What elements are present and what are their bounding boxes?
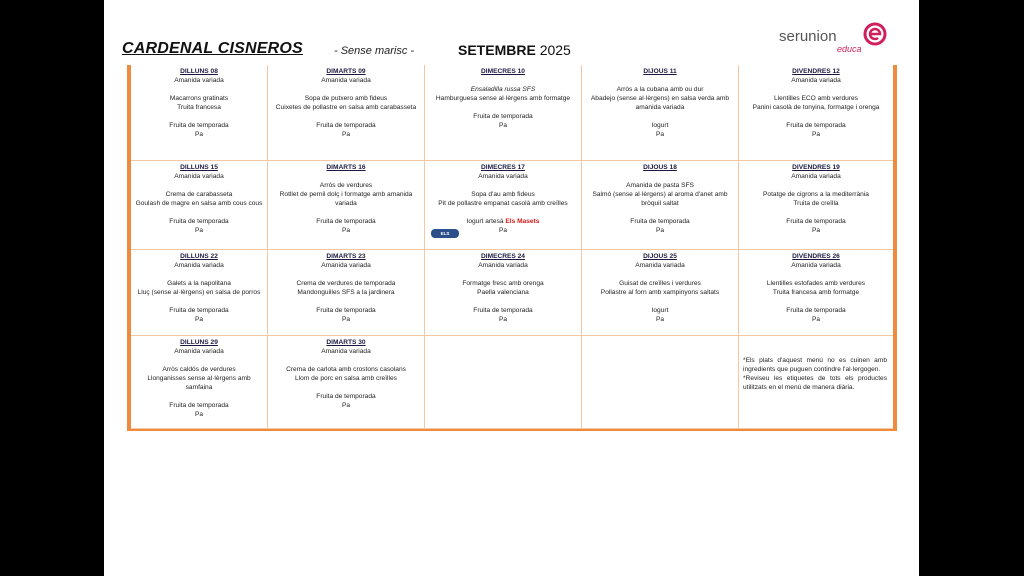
- dish: Truita de creïlla: [793, 200, 839, 207]
- dish: Amanida variada: [321, 77, 371, 84]
- dish: Sopa de putxero amb fideus: [304, 95, 388, 102]
- day-heading: DILLUNS 29: [180, 339, 218, 346]
- day-heading: DIMARTS 23: [326, 253, 366, 260]
- dish: Macarrons gratinats: [169, 95, 229, 102]
- month-name: SETEMBRE: [458, 42, 536, 58]
- note-paragraph: *Els plats d'aquest menú no es cuinen amb ingredients que puguen contindre l'al·lergogen.: [743, 357, 887, 373]
- dish: Amanida variada: [478, 173, 528, 180]
- bread: Pa: [194, 411, 204, 418]
- dish: Guisat de creïlles i verdures: [619, 280, 701, 287]
- dish: Llonganisses sense al·lèrgens amb samfaina: [147, 375, 251, 391]
- els-masets-logo: ELS MASETS: [431, 229, 459, 238]
- dessert: Fruita de temporada: [169, 402, 229, 409]
- dessert: Fruita de temporada: [786, 307, 846, 314]
- day-cell: [131, 250, 268, 336]
- serunion-logo: [779, 22, 889, 58]
- school-name: CARDENAL CISNEROS: [122, 40, 303, 57]
- day-cell: [425, 161, 582, 250]
- dish: Salmó (sense al·lèrgens) al aroma d'anet amb bròquil saltat: [592, 191, 728, 207]
- bread: Pa: [194, 316, 204, 323]
- menu-page: [104, 0, 919, 576]
- dish: Amanida de pasta SFS: [626, 182, 694, 189]
- dish: Crema de carabasseta: [165, 191, 233, 198]
- dessert: Fruita de temporada: [473, 307, 533, 314]
- bread: Pa: [341, 316, 351, 323]
- brand-name: Els Masets: [505, 218, 540, 225]
- dish: Llom de porc en salsa amb creïlles: [295, 375, 397, 382]
- dish: Crema de verdures de temporada: [296, 280, 396, 287]
- day-heading: DIVENDRES 26: [792, 253, 840, 260]
- month-title: [458, 42, 571, 58]
- bread: Pa: [194, 227, 204, 234]
- dish: Amanida variada: [791, 173, 841, 180]
- dish: Pollastre al forn amb xampinyons saltats: [600, 289, 720, 296]
- dish: Pit de pollastre empanat casolà amb creïlles: [438, 200, 568, 207]
- dish: Goulash de magre en salsa amb cous cous: [135, 200, 263, 207]
- dish: Amanida variada: [174, 262, 224, 269]
- menu-grid: [127, 65, 897, 431]
- dish: Paella valenciana: [477, 289, 529, 296]
- day-cell: [131, 336, 268, 429]
- dish: Galets a la napolitana: [167, 280, 231, 287]
- dish: Arròs a la cubana amb ou dur: [616, 86, 704, 93]
- day-heading: DILLUNS 08: [180, 68, 218, 75]
- day-cell: [582, 250, 739, 336]
- dish: Cuixetes de pollastre en salsa amb carabasseta: [275, 104, 417, 111]
- dish: Amanida variada: [635, 262, 685, 269]
- dessert: Fruita de temporada: [316, 307, 376, 314]
- dessert: Fruita de temporada: [316, 122, 376, 129]
- dish: Crema de carlota amb crostons casolans: [286, 366, 406, 373]
- day-heading: DIMECRES 24: [481, 253, 525, 260]
- bread: Pa: [811, 316, 821, 323]
- dish: Lluç (sense al·lèrgens) en salsa de porros: [137, 289, 261, 296]
- day-cell: [739, 161, 893, 250]
- diet-subtitle: - Sense marisc -: [334, 45, 415, 57]
- dish: Amanida variada: [174, 348, 224, 355]
- note-paragraph: *Reviseu les etiquetes de tots els productes utilitzats en el menú de manera diària.: [743, 375, 887, 391]
- dish: Panini casolà de tonyina, formatge i orenga: [752, 104, 880, 111]
- day-cell: [131, 65, 268, 161]
- dish: Sopa d'au amb fideus: [471, 191, 535, 198]
- bread: Pa: [498, 316, 508, 323]
- bread: Pa: [341, 131, 351, 138]
- day-cell: [268, 65, 425, 161]
- dessert: Fruita de temporada: [169, 218, 229, 225]
- day-cell: [739, 65, 893, 161]
- dish: Truita francesa: [177, 104, 221, 111]
- day-heading: DIJOUS 25: [643, 253, 677, 260]
- day-heading: DIJOUS 11: [643, 68, 677, 75]
- dish: Abadejo (sense al·lèrgens) en salsa verda amb amanida variada: [590, 95, 730, 111]
- day-heading: DIVENDRES 19: [792, 164, 840, 171]
- bread: Pa: [498, 122, 508, 129]
- dish: Truita francesa amb formatge: [772, 289, 860, 296]
- day-cell: [425, 250, 582, 336]
- dessert: Fruita de temporada: [473, 113, 533, 120]
- dessert: Fruita de temporada: [169, 307, 229, 314]
- logo-wordmark: serunion: [779, 28, 837, 45]
- bread: Pa: [655, 227, 665, 234]
- dish: Formatge fresc amb orenga: [462, 280, 544, 287]
- dish: Potatge de cigrons a la mediterrània: [763, 191, 869, 198]
- day-heading: DIMECRES 17: [481, 164, 525, 171]
- dessert: [429, 217, 577, 226]
- dish: Amanida variada: [478, 262, 528, 269]
- bread: Pa: [341, 402, 351, 409]
- dish: Amanida variada: [174, 173, 224, 180]
- empty-cell: [425, 336, 582, 429]
- dish: Amanida variada: [791, 77, 841, 84]
- allergen-note: [739, 336, 893, 429]
- bread: Pa: [655, 131, 665, 138]
- dish: Arròs caldós de verdures: [162, 366, 236, 373]
- dessert: Fruita de temporada: [316, 218, 376, 225]
- day-cell: [582, 65, 739, 161]
- dish: Amanida variada: [321, 348, 371, 355]
- day-heading: DIMECRES 10: [481, 68, 525, 75]
- dish: Amanida variada: [791, 262, 841, 269]
- day-cell: [268, 336, 425, 429]
- day-heading: DIVENDRES 12: [792, 68, 840, 75]
- dessert: Iogurt: [651, 307, 669, 314]
- dish: Mandonguilles SFS a la jardinera: [297, 289, 395, 296]
- bread: Pa: [194, 131, 204, 138]
- dessert: Fruita de temporada: [786, 122, 846, 129]
- dish: Amanida variada: [321, 262, 371, 269]
- dish: Llentilles ECO amb verdures: [774, 95, 858, 102]
- day-heading: DILLUNS 15: [180, 164, 218, 171]
- day-heading: DIMARTS 09: [326, 68, 366, 75]
- dessert: Iogurt: [651, 122, 669, 129]
- year: 2025: [539, 42, 571, 58]
- dish: Amanida variada: [174, 77, 224, 84]
- empty-cell: [582, 336, 739, 429]
- logo-tagline: educa: [837, 44, 862, 54]
- day-heading: DIJOUS 18: [643, 164, 677, 171]
- dessert-text: Iogurt artesà: [466, 218, 506, 225]
- day-cell: [425, 65, 582, 161]
- day-cell: [131, 161, 268, 250]
- day-cell: [268, 250, 425, 336]
- dish: Llentilles estofades amb verdures: [766, 280, 866, 287]
- bread: Pa: [655, 316, 665, 323]
- dish: Ensaladilla russa SFS: [470, 86, 536, 93]
- dish: Rotllet de pernil dolç i formatge amb amanida variada: [279, 191, 413, 207]
- day-heading: DILLUNS 22: [180, 253, 218, 260]
- day-cell: [739, 250, 893, 336]
- day-cell: [582, 161, 739, 250]
- dessert: Fruita de temporada: [630, 218, 690, 225]
- day-heading: DIMARTS 30: [326, 339, 366, 346]
- dish: Arròs de verdures: [319, 182, 373, 189]
- bread: Pa: [811, 227, 821, 234]
- dessert: Fruita de temporada: [169, 122, 229, 129]
- dessert: Fruita de temporada: [316, 393, 376, 400]
- day-heading: DIMARTS 16: [326, 164, 366, 171]
- serunion-e-icon: [863, 22, 887, 46]
- bread: Pa: [811, 131, 821, 138]
- day-cell: [268, 161, 425, 250]
- dessert: Fruita de temporada: [786, 218, 846, 225]
- bread: Pa: [341, 227, 351, 234]
- dish: Hamburguesa sense al·lèrgens amb formatge: [435, 95, 571, 102]
- bread: Pa: [498, 227, 508, 234]
